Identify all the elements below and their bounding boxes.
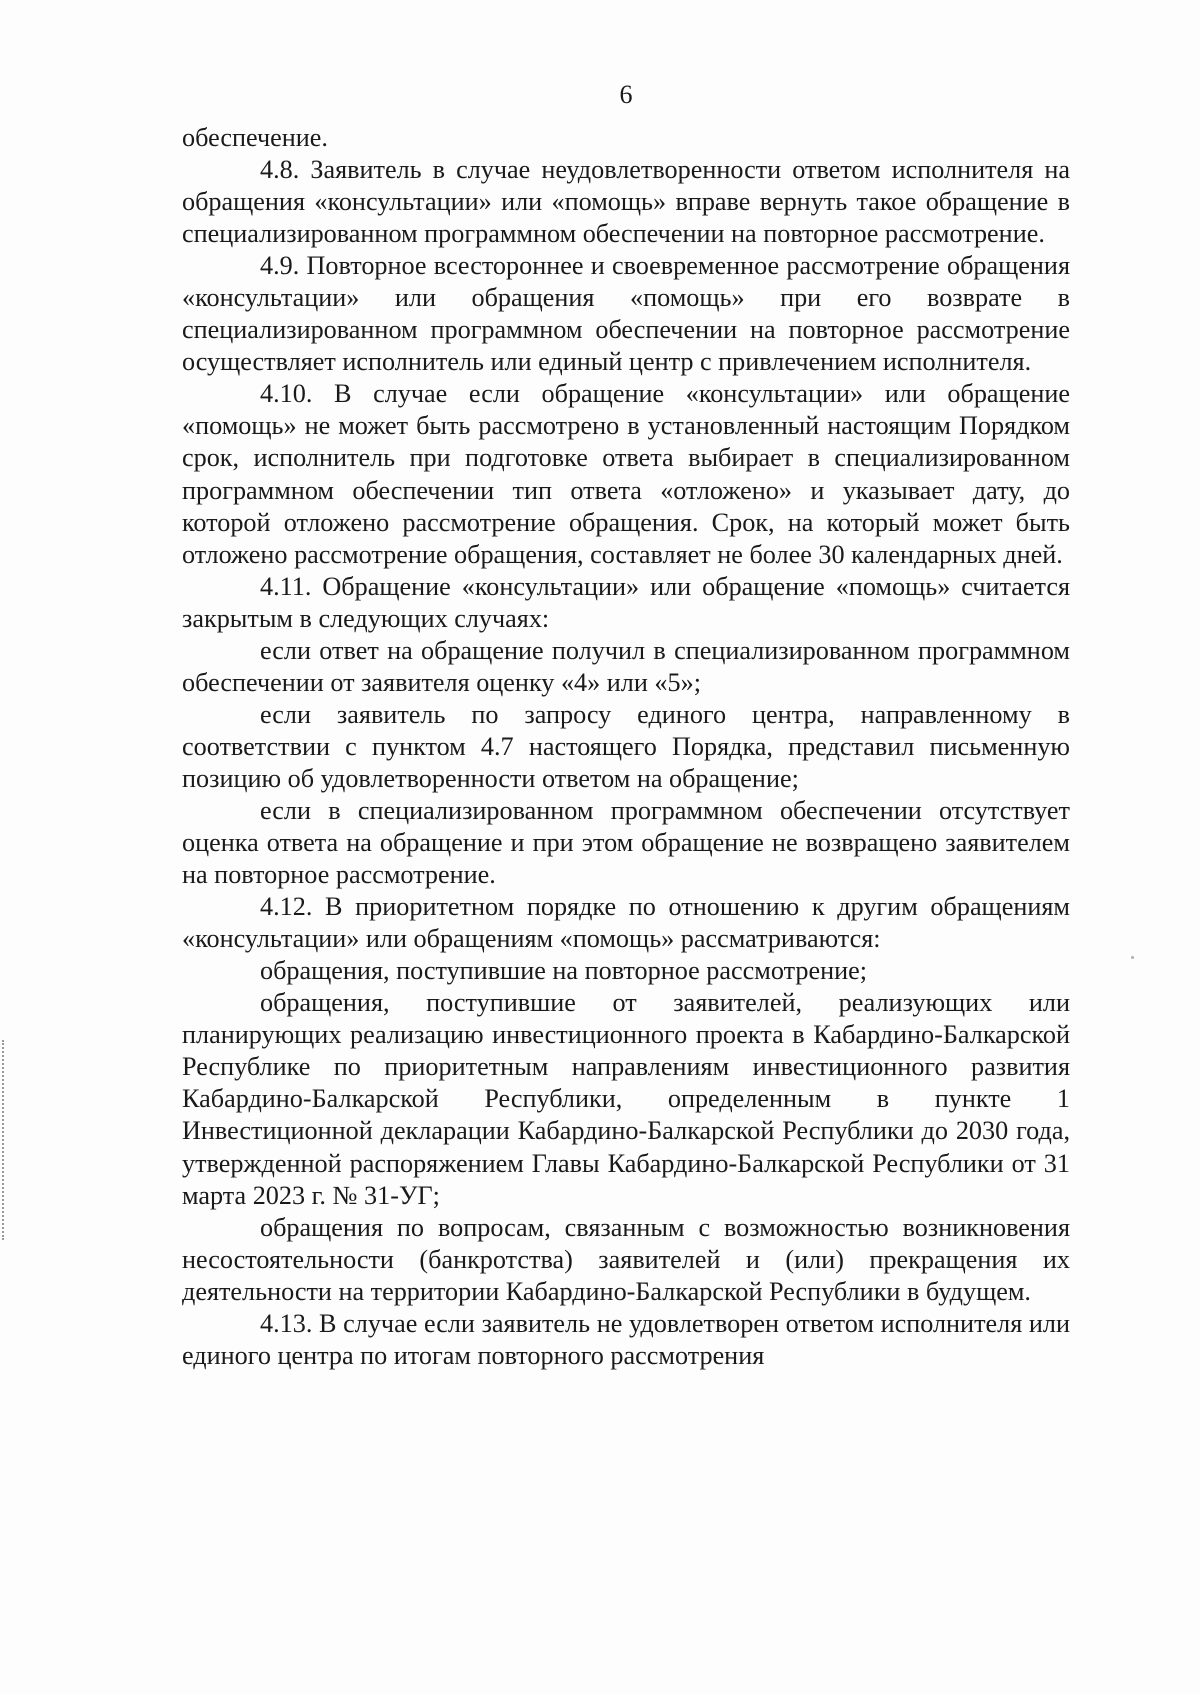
scan-edge-mark [2,1040,5,1240]
paragraph-continuation: обеспечение. [182,123,328,152]
clause-4-12-item-3: обращения по вопросам, связанным с возможностью возникновения несостоятельности (банкротства) заявителей и (или) прекращения их деятельности на территории Кабардино-Балкарской Республики в будущем. [182,1212,1070,1306]
clause-4-11: 4.11. Обращение «консультации» или обращение «помощь» считается закрытым в следующих случаях: [182,571,1070,633]
scan-dot [1131,956,1134,959]
clause-4-12-item-2: обращения, поступившие от заявителей, реализующих или планирующих реализацию инвестиционного проекта в Кабардино-Балкарской Республике по приоритетным направлениям инвестиционного развития Кабардино-Балкарской Республики, определенным в пункте 1 Инвестиционной декларации Кабардино-Балкарской Республики до 2030 года, утвержденной распоряжением Главы Кабардино-Балкарской Республики от 31 марта 2023 г. № 31-УГ; [182,988,1070,1210]
clause-4-11-item-2: если заявитель по запросу единого центра, направленному в соответствии с пунктом 4.7 настоящего Порядка, представил письменную позицию об удовлетворенности ответом на обращение; [182,699,1070,793]
clause-4-12-item-1: обращения, поступившие на повторное рассмотрение; [260,956,867,986]
clause-4-9: 4.9. Повторное всестороннее и своевременное рассмотрение обращения «консультации» или обращения «помощь» при его возврате в специализированном программном обеспечении на повторное рассмотрение осуществляет исполнитель или единый центр с привлечением исполнителя. [182,251,1070,377]
clause-4-8: 4.8. Заявитель в случае неудовлетворенности ответом исполнителя на обращения «консультации» или «помощь» вправе вернуть такое обращение в специализированном программном обеспечении на повторное рассмотрение. [182,155,1070,249]
clause-4-10: 4.10. В случае если обращение «консультации» или обращение «помощь» не может быть рассмотрено в установленный настоящим Порядком срок, исполнитель при подготовке ответа выбирает в специализированном программном обеспечении тип ответа «отложено» и указывает дату, до которой отложено рассмотрение обращения. Срок, на который может быть отложено рассмотрение обращения, составляет не более 30 календарных дней. [182,379,1070,569]
page-number: 6 [619,80,633,109]
clause-4-12: 4.12. В приоритетном порядке по отношению к другим обращениям «консультации» или обращениям «помощь» рассматриваются: [182,892,1070,954]
clause-4-13: 4.13. В случае если заявитель не удовлетворен ответом исполнителя или единого центра по итогам повторного рассмотрения [182,1308,1070,1370]
clause-4-11-item-3: если в специализированном программном обеспечении отсутствует оценка ответа на обращение и при этом обращение не возвращено заявителем на повторное рассмотрение. [182,795,1070,890]
clause-4-11-item-1: если ответ на обращение получил в специализированном программном обеспечении от заявителя оценку «4» или «5»; [182,635,1070,697]
document-body [182,122,1070,1372]
